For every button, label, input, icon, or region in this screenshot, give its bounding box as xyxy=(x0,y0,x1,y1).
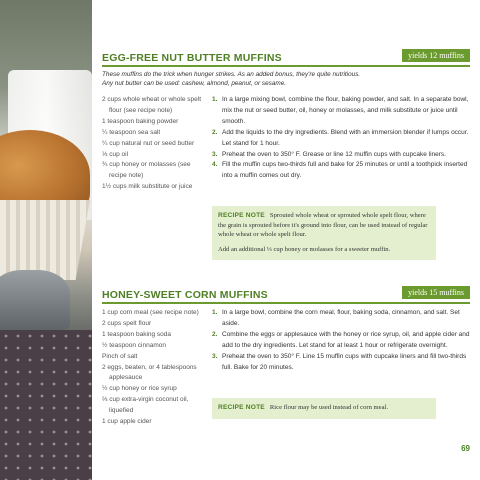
muffin-liner-image xyxy=(0,200,90,280)
ingredient-item: 1 teaspoon baking powder xyxy=(102,117,179,125)
recipe1-title: EGG-FREE NUT BUTTER MUFFINS xyxy=(102,52,282,64)
step-item xyxy=(212,352,470,374)
recipe2-note-para xyxy=(218,403,430,413)
photo-strip xyxy=(0,0,92,480)
ingredient-item: 1½ cups milk substitute or juice xyxy=(102,183,193,191)
recipe2-yield-badge: yields 15 muffins xyxy=(402,286,470,299)
ingredient-item: 1 teaspoon baking soda xyxy=(102,330,172,338)
ingredient-item: Pinch of salt xyxy=(102,352,138,360)
step-item xyxy=(212,128,470,150)
step-text: Fill the muffin cups two-thirds full and bake for 25 minutes or until a toothpick inserted into a muffin comes out dry. xyxy=(222,161,468,180)
recipe2-steps xyxy=(212,308,470,373)
step-text: Preheat the oven to 350° F. Grease or line 12 muffin cups with cupcake liners. xyxy=(222,150,446,158)
ingredient-item: ⅓ cup oil xyxy=(102,150,129,158)
ingredient-item: 2 cups spelt flour xyxy=(102,319,152,327)
recipe2-note xyxy=(212,398,436,419)
ingredient-item: ¼ teaspoon sea salt xyxy=(102,128,161,136)
ingredient-item: 1 cup apple cider xyxy=(102,418,152,426)
step-number: 3. xyxy=(212,150,218,158)
muffin-tin-image xyxy=(0,270,70,330)
ingredient-item: ¾ cup honey or molasses (see recipe note) xyxy=(102,161,191,180)
recipe1-steps xyxy=(212,95,470,182)
step-item xyxy=(212,95,470,128)
ingredient-item: 1 cup corn meal (see recipe note) xyxy=(102,309,199,316)
recipe2-note-label: RECIPE NOTE xyxy=(218,404,265,411)
ingredient-item: ¼ cup natural nut or seed butter xyxy=(102,139,195,147)
recipe2-title: HONEY-SWEET CORN MUFFINS xyxy=(102,289,268,301)
recipe1-header xyxy=(102,48,470,64)
step-item xyxy=(212,308,470,330)
recipe2-note-text: Rice flour may be used instead of corn meal. xyxy=(269,404,389,411)
recipe1-yield-badge: yields 12 muffins xyxy=(402,49,470,62)
step-text: Preheat the oven to 350° F. Line 15 muffin cups with cupcake liners and fill two-thirds full. Bake for 20 minutes. xyxy=(222,352,467,371)
recipe2-rule xyxy=(102,302,470,304)
recipe2-header xyxy=(102,285,470,301)
recipe1-note-text2: Add an additional ⅓ cup honey or molasses for a sweeter muffin. xyxy=(218,245,391,253)
ingredient-item: 2 eggs, beaten, or 4 tablespoons applesauce xyxy=(102,363,197,382)
step-number: 2. xyxy=(212,330,218,338)
ingredient-item: ½ cup honey or rice syrup xyxy=(102,385,177,393)
recipe1-note-para1 xyxy=(218,211,430,240)
step-number: 3. xyxy=(212,352,218,360)
ingredient-item: ½ teaspoon cinnamon xyxy=(102,341,166,349)
recipe2-ingredients xyxy=(102,308,208,428)
step-number: 1. xyxy=(212,309,218,316)
page-number: 69 xyxy=(461,444,470,453)
step-number: 2. xyxy=(212,128,218,136)
step-text: In a large mixing bowl, combine the flour, baking powder, and salt. In a separate bowl, mix the nut or seed butter, oil, honey or molasses, and milk substitute or juice until smooth. xyxy=(222,96,469,125)
recipe1-intro-line2: Any nut butter can be used: cashew, almond, peanut, or sesame. xyxy=(102,80,287,87)
step-item xyxy=(212,160,470,182)
recipe1-rule xyxy=(102,65,470,67)
step-text: Combine the eggs or applesauce with the honey or rice syrup, oil, and apple cider and add to the dry ingredients. Let stand for at least 1 hour or refrigerate overnight. xyxy=(222,330,470,349)
recipe1-note-label: RECIPE NOTE xyxy=(218,212,265,219)
step-item xyxy=(212,330,470,352)
page-content xyxy=(92,0,480,480)
step-number: 1. xyxy=(212,96,218,103)
ingredient-item: 2 cups whole wheat or whole spelt flour (see recipe note) xyxy=(102,96,202,114)
recipe1-intro xyxy=(102,70,470,88)
recipe1-ingredients xyxy=(102,95,208,193)
ingredient-item: ⅔ cup extra-virgin coconut oil, liquefied xyxy=(102,396,189,415)
step-item xyxy=(212,150,470,161)
recipe1-note-text: Sprouted whole wheat or sprouted whole spelt flour, where the grain is sprouted before it's ground into flour, can be used instead of regular whole wheat or whole spelt flour. xyxy=(218,212,428,239)
recipe1-note xyxy=(212,206,436,260)
step-text: In a large bowl, combine the corn meal, flour, baking soda, cinnamon, and salt. Set aside. xyxy=(222,309,460,327)
recipe1-intro-line1: These muffins do the trick when hunger strikes. As an added bonus, they're quite nutritious. xyxy=(102,71,361,78)
step-number: 4. xyxy=(212,161,218,169)
polka-dot-cloth-image xyxy=(0,330,92,480)
step-text: Add the liquids to the dry ingredients. Blend with an immersion blender if lumps occur. Let stand for 1 hour. xyxy=(222,128,469,147)
